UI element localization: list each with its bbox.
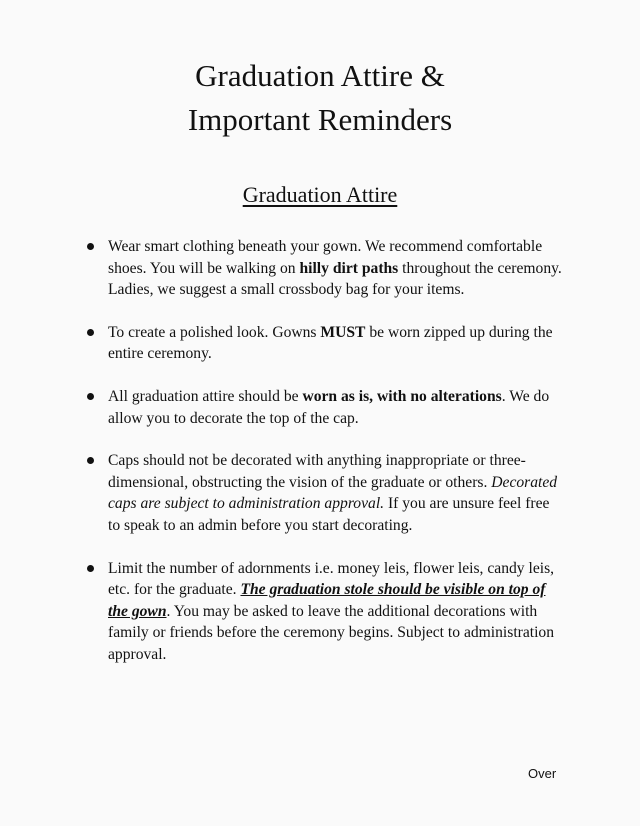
page-title [0,54,640,142]
bullet-icon [87,393,94,400]
bullet-text-5a: Limit the number of adornments i.e. money leis, flower leis, candy leis, etc. for the graduate. [108,559,555,599]
list-item [84,386,564,429]
list-item [84,236,564,301]
bullet-text-3a: All graduation attire should be [108,387,303,405]
bullet-text-2b: MUST [320,323,366,341]
bullet-text-3b: worn as is, with no alterations [302,387,502,405]
bullet-icon [87,457,94,464]
footer-over-label: Over [528,766,557,781]
bullet-text-4a: Caps should not be decorated with anything inappropriate or three-dimensional, obstructing the vision of the graduate or others. [108,452,526,491]
bullet-list [84,236,564,687]
bullet-text-5c: . You may be asked to leave the additional decorations with family or friends before the ceremony begins. Subject to administration approval. [108,602,555,663]
bullet-text-1a: Wear smart clothing beneath your gown. We recommend comfortable shoes. You will be walking on [108,238,543,277]
bullet-text-4b: Decorated caps are subject to administration approval. [108,473,558,513]
title-line-2: Important Reminders [187,102,453,137]
bullet-text-1b: hilly dirt paths [299,259,399,277]
bullet-text-4c: If you are unsure feel free to speak to an admin before you start decorating. [108,495,550,534]
list-item [84,558,564,666]
bullet-text-2c: be worn zipped up during the entire ceremony. [108,323,553,363]
bullet-text-3c: . We do allow you to decorate the top of the cap. [108,387,550,427]
bullet-icon [87,329,94,336]
list-item [84,450,564,536]
bullet-text-1c: throughout the ceremony. Ladies, we suggest a small crossbody bag for your items. [108,259,562,299]
bullet-text-5b: The graduation stole should be visible on top of the gown [108,581,546,620]
bullet-icon [87,243,94,250]
section-heading: Graduation Attire [242,182,398,207]
bullet-icon [87,565,94,572]
bullet-text-2a: To create a polished look. Gowns [108,323,321,341]
list-item [84,322,564,365]
title-line-1: Graduation Attire & [195,58,445,93]
